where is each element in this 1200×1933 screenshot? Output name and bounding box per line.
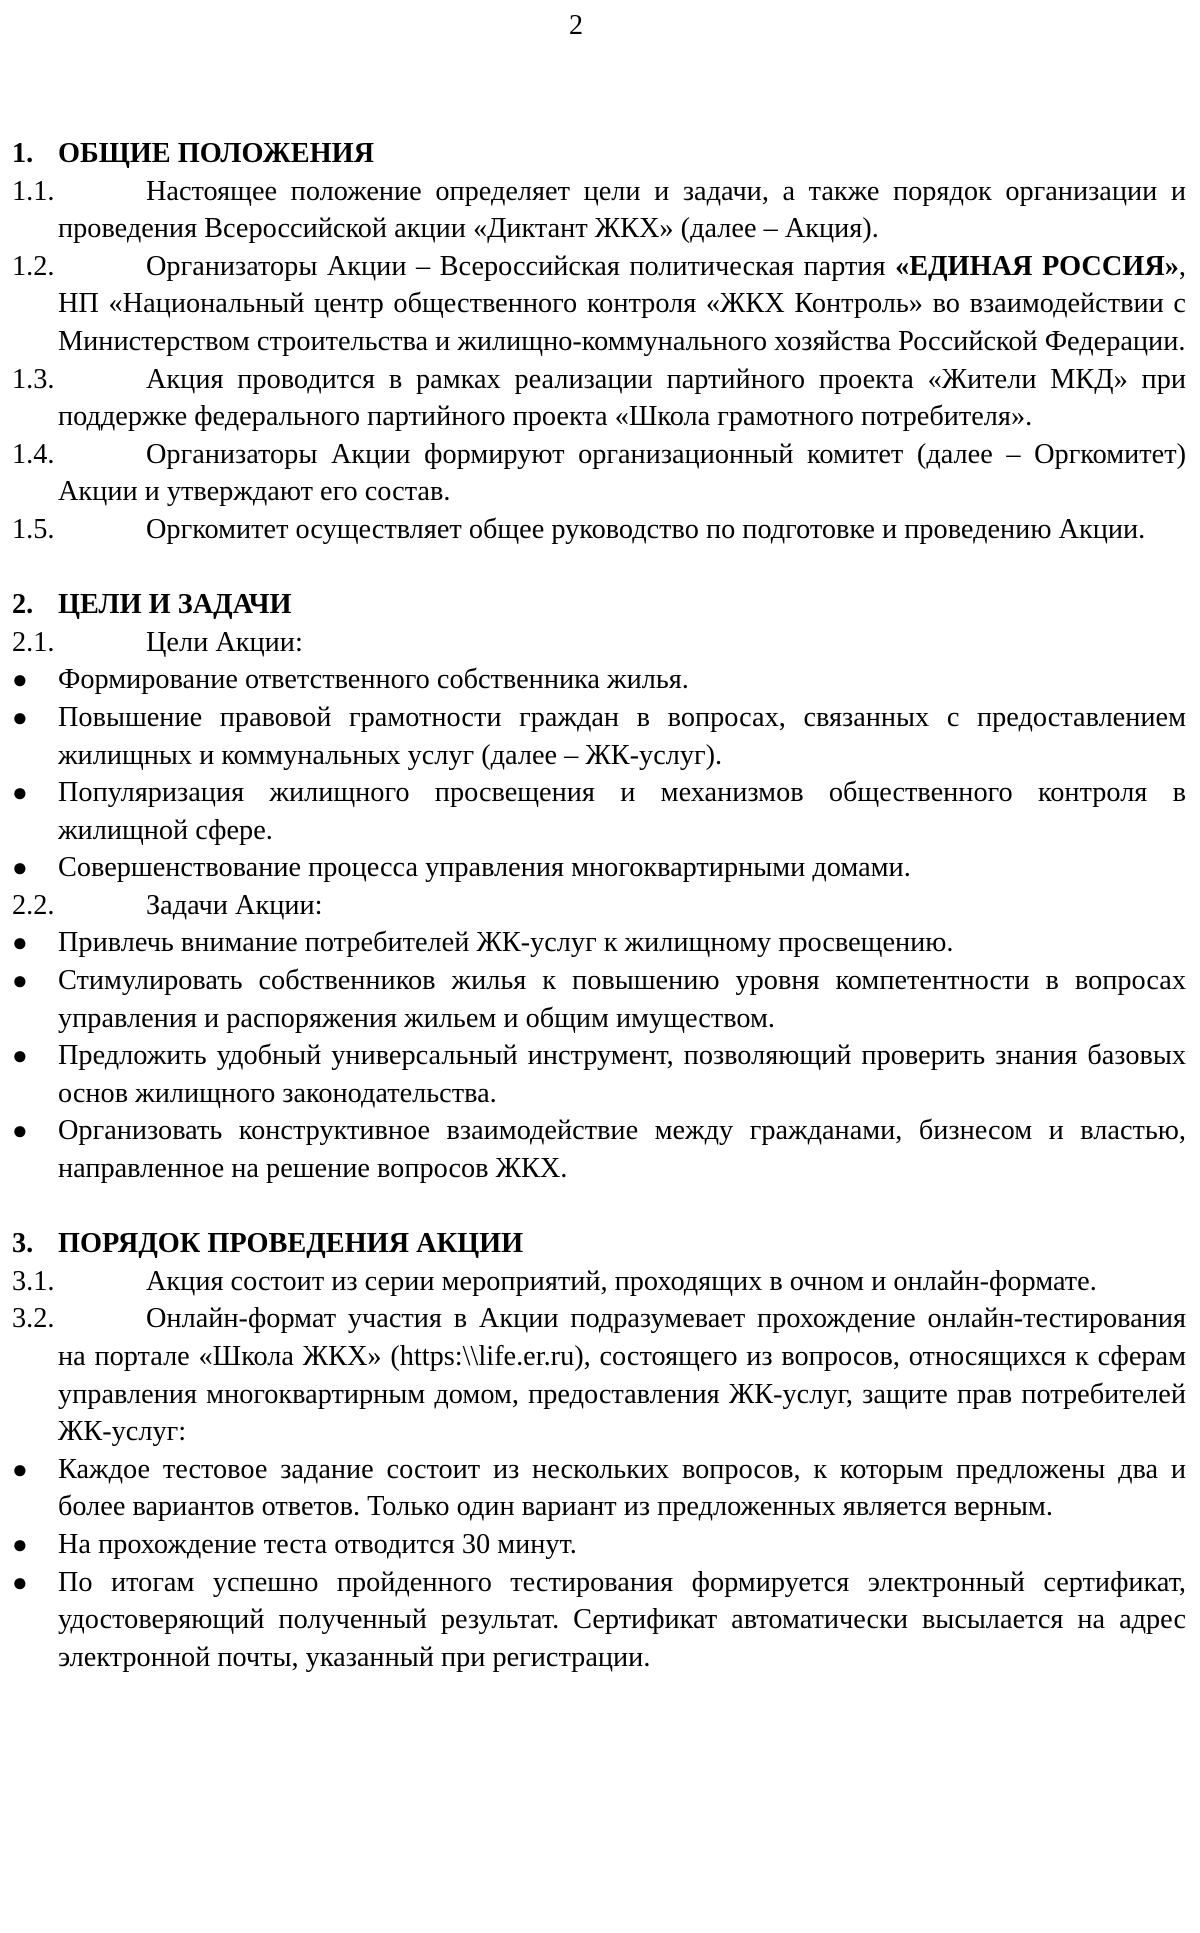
bullet-icon: ● [12,928,28,958]
section-number: 3. [12,1228,34,1260]
list-item-text: Предложить удобный универсальный инструмент, позволяющий проверить знания базовых основ жилищного законодательства. [58,1040,1186,1109]
paragraph-text: Организаторы Акции формируют организационный комитет (далее – Оргкомитет) Акции и утверждают его состав. [58,438,1186,508]
paragraph-number: 3.2. [12,1303,55,1335]
paragraph-text: Онлайн-формат участия в Акции подразумевает прохождение онлайн-тестирования на портале «Школа ЖКХ» (https:\\life.er.ru), состоящего из вопросов, относящихся к сферам управления многоквартирным домом, предоставления ЖК-услуг, защите прав потребителей ЖК-услуг: [58,1303,1186,1448]
paragraph-text: Акция состоит из серии мероприятий, проходящих в очном и онлайн-формате. [146,1265,1097,1297]
bullet-icon: ● [12,853,28,883]
list-item [12,962,1186,1037]
list-item-text: Повышение правовой грамотности граждан в вопросах, связанных с предоставлением жилищных и коммунальных услуг (далее – ЖК-услуг). [58,701,1186,771]
list-item [12,849,1186,887]
list-item [12,1112,1186,1187]
section-heading-3 [12,1225,1186,1263]
paragraph-number: 1.5. [12,513,55,545]
paragraph-text: Организаторы Акции – Всероссийская политическая партия [146,250,896,282]
paragraph-text-cont: , НП «Национальный центр общественного контроля «ЖКХ Контроль» во взаимодействии с Министерством строительства и жилищно-коммунального хозяйства Российской Федерации. [58,250,1186,357]
paragraph-1-1 [12,173,1186,248]
bullet-icon: ● [12,1454,28,1484]
paragraph-text: Задачи Акции: [146,889,323,921]
paragraph-3-1 [12,1263,1186,1301]
bullet-icon: ● [12,1529,28,1559]
paragraph-1-4 [12,436,1186,511]
list-item-text: По итогам успешно пройденного тестирования формируется электронный сертификат, удостоверяющий полученный результат. Сертификат автоматически высылается на адрес электронной почты, указанный при регистрации. [58,1566,1186,1673]
list-item [12,924,1186,962]
paragraph-text: Акция проводится в рамках реализации партийного проекта «Жители МКД» при поддержке федерального партийного проекта «Школа грамотного потребителя». [58,363,1186,433]
list-item-text: Привлечь внимание потребителей ЖК-услуг к жилищному просвещению. [58,927,954,959]
list-item [12,699,1186,774]
paragraph-1-3 [12,361,1186,436]
paragraph-2-2 [12,887,1186,925]
page-number: 2 [569,10,583,41]
paragraph-number: 2.2. [12,889,55,921]
section-title: ОБЩИЕ ПОЛОЖЕНИЯ [58,138,375,169]
paragraph-2-1 [12,624,1186,662]
bullet-icon: ● [12,702,28,732]
list-item [12,661,1186,699]
paragraph-number: 1.2. [12,250,55,282]
list-item [12,1526,1186,1564]
list-item-text: На прохождение теста отводится 30 минут. [58,1528,577,1560]
paragraph-1-5 [12,511,1186,549]
section-title: ПОРЯДОК ПРОВЕДЕНИЯ АКЦИИ [58,1228,524,1260]
section-number: 2. [12,589,34,621]
document-body [12,135,1186,1676]
paragraph-number: 2.1. [12,626,55,658]
section-heading-1 [12,135,1186,173]
list-item [12,774,1186,849]
paragraph-number: 3.1. [12,1265,55,1297]
list-item-text: Стимулировать собственников жилья к повышению уровня компетентности в вопросах управления и распоряжения жильем и общим имуществом. [58,965,1186,1034]
paragraph-text: Настоящее положение определяет цели и задачи, а также порядок организации и проведения Всероссийской акции «Диктант ЖКХ» (далее – Акция). [58,175,1186,245]
section-title: ЦЕЛИ И ЗАДАЧИ [58,589,292,621]
list-item-text: Формирование ответственного собственника жилья. [58,664,689,696]
bullet-icon: ● [12,1567,28,1597]
bullet-icon: ● [12,1041,28,1071]
section-heading-2 [12,586,1186,624]
list-item-text: Совершенствование процесса управления многоквартирными домами. [58,852,911,884]
paragraph-1-2 [12,248,1186,361]
list-item [12,1564,1186,1677]
bullet-icon: ● [12,665,28,695]
list-item [12,1451,1186,1526]
paragraph-3-2 [12,1300,1186,1450]
list-item [12,1037,1186,1112]
list-item-text: Популяризация жилищного просвещения и механизмов общественного контроля в жилищной сфере. [58,777,1186,846]
section-number: 1. [12,138,34,169]
bullet-icon: ● [12,966,28,996]
bullet-icon: ● [12,1116,28,1146]
paragraph-number: 1.3. [12,363,55,395]
paragraph-text: Оргкомитет осуществляет общее руководство по подготовке и проведению Акции. [146,513,1146,545]
paragraph-text: Цели Акции: [146,626,303,658]
bullet-icon: ● [12,778,28,808]
party-name: «ЕДИНАЯ РОССИЯ» [895,250,1179,282]
paragraph-number: 1.1. [12,175,55,207]
list-item-text: Каждое тестовое задание состоит из нескольких вопросов, к которым предложены два и более вариантов ответов. Только один вариант из предложенных является верным. [58,1453,1186,1523]
paragraph-number: 1.4. [12,438,55,470]
list-item-text: Организовать конструктивное взаимодействие между гражданами, бизнесом и властью, направленное на решение вопросов ЖКХ. [58,1115,1186,1185]
